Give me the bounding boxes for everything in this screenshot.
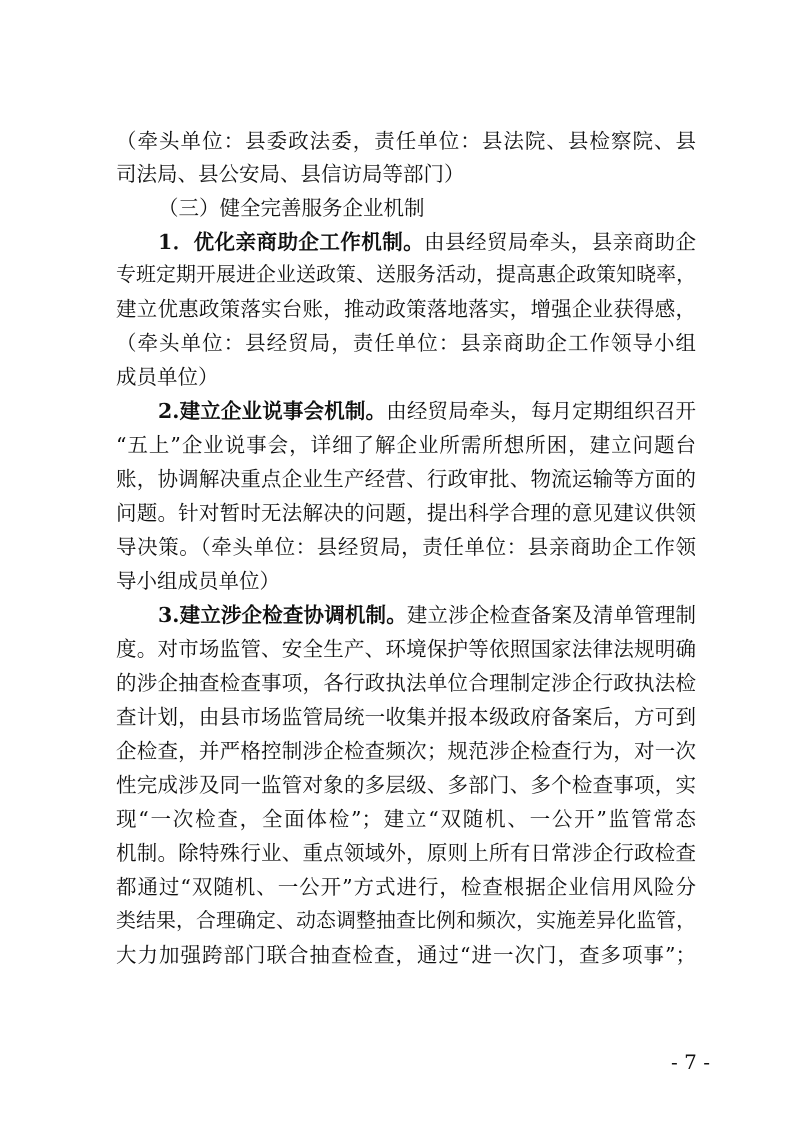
text-line: 机制。除特殊行业、重点领域外，原则上所有日常涉企行政检查 <box>116 841 696 865</box>
item-heading-line: 2.建立企业说事会机制。由经贸局牵头，每月定期组织召开 <box>158 399 696 423</box>
item-heading-line: 1．优化亲商助企工作机制。由县经贸局牵头，县亲商助企 <box>158 230 697 254</box>
text-line: 的涉企抽查检查事项，各行政执法单位合理制定涉企行政执法检 <box>116 671 696 695</box>
text-line: （牵头单位：县委政法委，责任单位：县法院、县检察院、县 <box>116 129 696 153</box>
text-line: 类结果，合理确定、动态调整抽查比例和频次，实施差异化监管， <box>116 909 696 932</box>
text-line: 性完成涉及同一监管对象的多层级、多部门、多个检查事项，实 <box>116 773 696 797</box>
text-line: 现“一次检查，全面体检”；建立“双随机、一公开”监管常态 <box>116 807 696 831</box>
text-line: 大力加强跨部门联合抽查检查，通过“进一次门，查多项事”； <box>116 943 696 967</box>
text-line: 度。对市场监管、安全生产、环境保护等依照国家法律法规明确 <box>116 637 696 661</box>
text-line: 司法局、县公安局、县信访局等部门） <box>116 162 465 186</box>
text-line: 导小组成员单位） <box>116 569 280 593</box>
item-heading: 3.建立涉企检查协调机制。 <box>158 603 407 627</box>
item-heading: 2.建立企业说事会机制。 <box>158 399 387 423</box>
text-line: 成员单位） <box>116 365 219 389</box>
section-heading: （三）健全完善服务企业机制 <box>158 196 425 220</box>
text-line: “五上”企业说事会，详细了解企业所需所想所困，建立问题台 <box>116 433 696 457</box>
text-line: 建立优惠政策落实台账，推动政策落地落实，增强企业获得感， <box>116 297 696 321</box>
text-line: 账，协调解决重点企业生产经营、行政审批、物流运输等方面的 <box>116 467 696 491</box>
text-line: 都通过“双随机、一公开”方式进行，检查根据企业信用风险分 <box>116 875 696 899</box>
text-line: 专班定期开展进企业送政策、送服务活动，提高惠企政策知晓率， <box>116 263 696 286</box>
item-heading: 1．优化亲商助企工作机制。 <box>158 230 425 254</box>
text-line: 导决策。（牵头单位：县经贸局，责任单位：县亲商助企工作领 <box>116 535 696 559</box>
text-line: 问题。针对暂时无法解决的问题，提出科学合理的意见建议供领 <box>116 501 696 525</box>
page-number: - 7 - <box>671 1050 710 1074</box>
text-line: 企检查，并严格控制涉企检查频次；规范涉企检查行为，对一次 <box>116 739 696 763</box>
item-heading-line: 3.建立涉企检查协调机制。建立涉企检查备案及清单管理制 <box>158 603 697 627</box>
text-line: 查计划，由县市场监管局统一收集并报本级政府备案后，方可到 <box>116 705 696 729</box>
text-line: （牵头单位：县经贸局，责任单位：县亲商助企工作领导小组 <box>116 331 696 355</box>
